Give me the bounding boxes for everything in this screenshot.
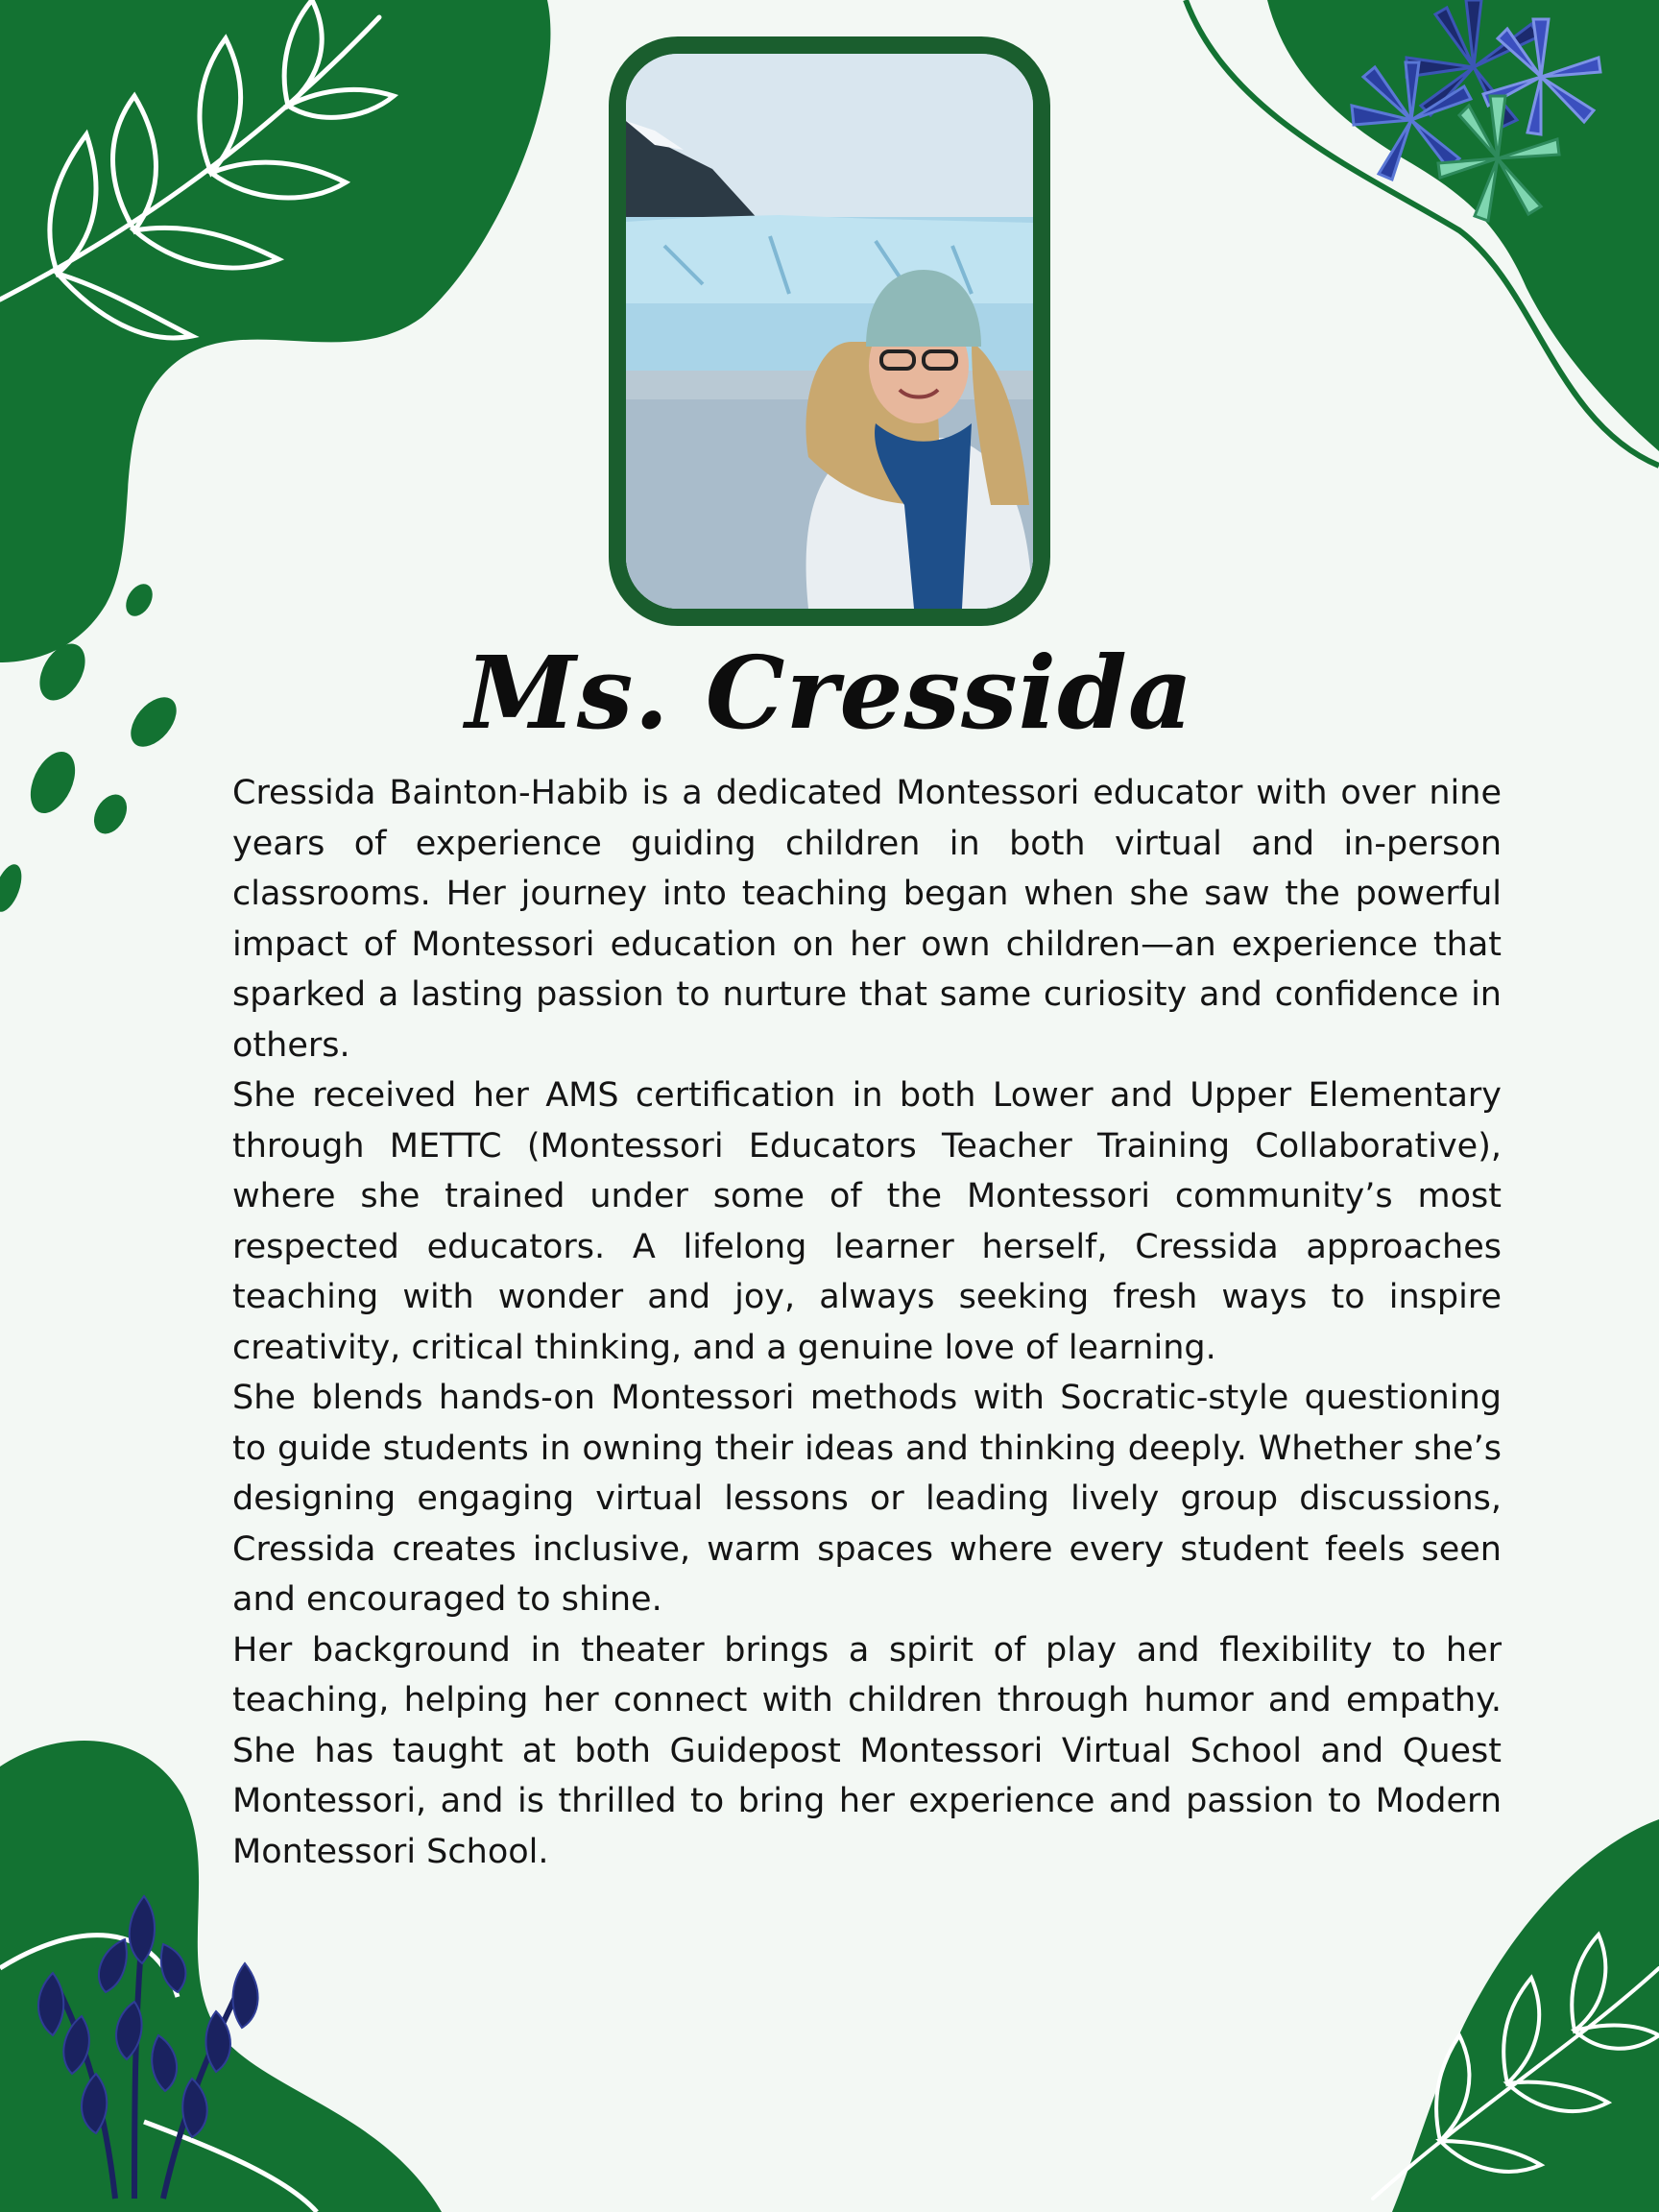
bottom-right-green-blob bbox=[1392, 1819, 1659, 2212]
bio-paragraph: Cressida Bainton-Habib is a dedicated Montessori educator with over nine years of experience guiding children in both virtual and in-person classrooms. Her journey into teaching began when she saw the powerful impact of Montessori education on her own children—an experience that sparked a lasting passion to nurture that same curiosity and confidence in others. bbox=[232, 774, 1502, 1065]
bio-paragraph: Her background in theater brings a spirit of play and flexibility to her teaching, helping her connect with children through humor and empathy. She has taught at both Guidepost Montessori Virtual School and Quest Montessori, and is thrilled to bring her experience and passion to Modern Montessori School. bbox=[232, 1630, 1502, 1871]
bio-paragraph: She received her AMS certification in both Lower and Upper Elementary through METTC (Montessori Educators Teacher Training Collaborative), where she trained under some of the Montessori community’s most respected educators. A lifelong learner herself, Cressida approaches teaching with wonder and joy, always seeking fresh ways to inspire creativity, critical thinking, and a genuine love of learning. bbox=[232, 1076, 1502, 1367]
profile-photo bbox=[609, 36, 1050, 626]
bio-paragraph: She blends hands-on Montessori methods with Socratic-style questioning to guide students in owning their ideas and thinking deeply. Whether she’s designing engaging virtual lessons or leading lively group discussions, Cressida creates inclusive, warm spaces where every student feels seen and encouraged to shine. bbox=[232, 1379, 1502, 1619]
top-left-green-blob bbox=[0, 0, 550, 662]
teacher-name: Ms. Cressida bbox=[465, 634, 1194, 752]
bio-text bbox=[232, 768, 1502, 1877]
